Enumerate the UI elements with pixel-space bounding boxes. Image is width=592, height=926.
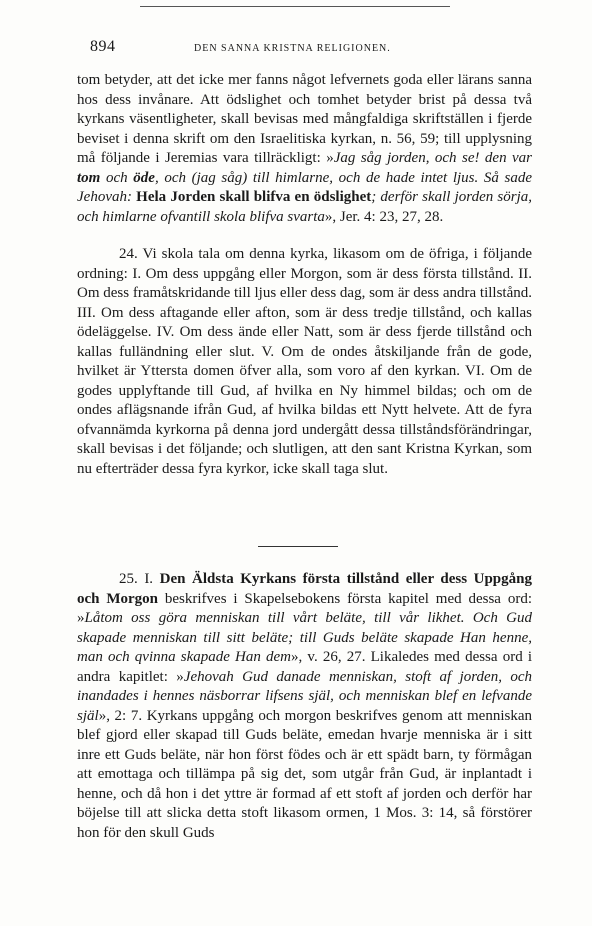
- page-header: [90, 36, 532, 60]
- reference-text: », Jer. 4: 23, 27, 28.: [324, 208, 444, 225]
- quote-italic: och: [100, 169, 134, 186]
- text-run: », v. 26, 27. Likaledes med dessa ord i andra kapitlet: »: [77, 649, 533, 685]
- paragraph-24: 24. Vi skola tala om denna kyrka, likasom om de öfriga, i följande ordning: I. Om dess uppgång eller Morgon, som är dess första tillstånd. II. Om dess framåtskridande till ljus eller dess dag, som är dess andra tillstånd. III. Om dess aftagande eller afton, som är dess tredje tillstånd, och kallas ödeläggelse. IV. Om dess ände eller Natt, som är dess fjerde tillstånd och kallas fulländning eller slut. V. Om de ondes åtskiljande från de gode, hvilket är Yttersta domen öfver alla, som voro af den kyrkan. VI. Om de godes upplyftande till Gud, af hvilka en Ny himmel bildas; och om de ondes aflägsnande ifrån Gud, af hvilka bildas ett Nytt helvete. Att de fyra ofvannämda kyrkorna på denna jord undergått dessa tillståndsförändringar, skall bevisas i det följande; och slutligen, att den sant Kristna Kyrkan, som nu efterträder dessa fyra kyrkor, icke skall taga slut.: [77, 246, 532, 477]
- top-rule: [140, 6, 450, 7]
- text-run: », 2: 7. Kyrkans uppgång och morgon beskrifves genom att menniskan blef gjord eller skapad till Guds beläte, emedan hvarje menniska är i sitt inre ett Guds beläte, när hon först födes och är ett spädt barn, ty förmågan att emottaga och tillämpa på sig det, som utgår från Gud, är inplantadt i henne, och då hon i det yttre är formad af ett stoft af jorden och derför har böjelse till att slicka detta stoft likasom ormen, 1 Mos. 3: 14, så förstörer hon för den skull Guds: [77, 707, 532, 841]
- running-title: DEN SANNA KRISTNA RELIGIONEN.: [194, 43, 391, 54]
- quote-italic: Jehovah Gud danade menniskan, stoft af jorden, och inandades i hennes näsborrar lifsens själ, och menniskan blef en lefvande själ: [77, 668, 533, 724]
- text-run: beskrifves i Skapelsebokens första kapitel med dessa ord: »: [77, 590, 532, 626]
- quote-italic: Jag såg jorden, och se! den var: [333, 150, 533, 166]
- paragraph-25: [77, 570, 532, 843]
- quote-italic: , och (jag såg) till himlarne, och de hade intet ljus. Så sade Jehovah:: [77, 169, 532, 205]
- quote-italic: ; derför skall jorden sörja, och himlarne ofvantill skola blifva svarta: [77, 189, 532, 225]
- quote-emphasis: öde: [133, 169, 155, 186]
- paragraph-continued: [77, 71, 532, 227]
- text-run: 25. I.: [119, 571, 160, 587]
- page-number: 894: [90, 38, 116, 55]
- quote-italic: Låtom oss göra menniskan till vårt beläte, till vår likhet. Och Gud skapade menniskan till sitt beläte; till Guds beläte skapade Han henne, man och qvinna skapade Han dem: [77, 610, 532, 665]
- quote-emphasis: tom: [77, 169, 101, 186]
- text-run: tom betyder, att det icke mer fanns något lefvernets goda eller lärans sanna hos dess invånare. Att ödslighet och tomhet betyder brist på dessa två kyrkans väsentligheter, skall bevisas med mångfaldiga skriftställen i fjerde beviset i denna skrift om den Israelitiska kyrkan, n. 56, 59; till upplysning må följande i Jeremias vara tillräckligt: »: [77, 72, 532, 166]
- section-heading-inline: Den Äldsta Kyrkans första tillstånd eller dess Uppgång och Morgon: [77, 571, 532, 607]
- section-divider: [258, 546, 338, 547]
- quote-bold: Hela Jorden skall blifva en ödslighet: [136, 189, 372, 205]
